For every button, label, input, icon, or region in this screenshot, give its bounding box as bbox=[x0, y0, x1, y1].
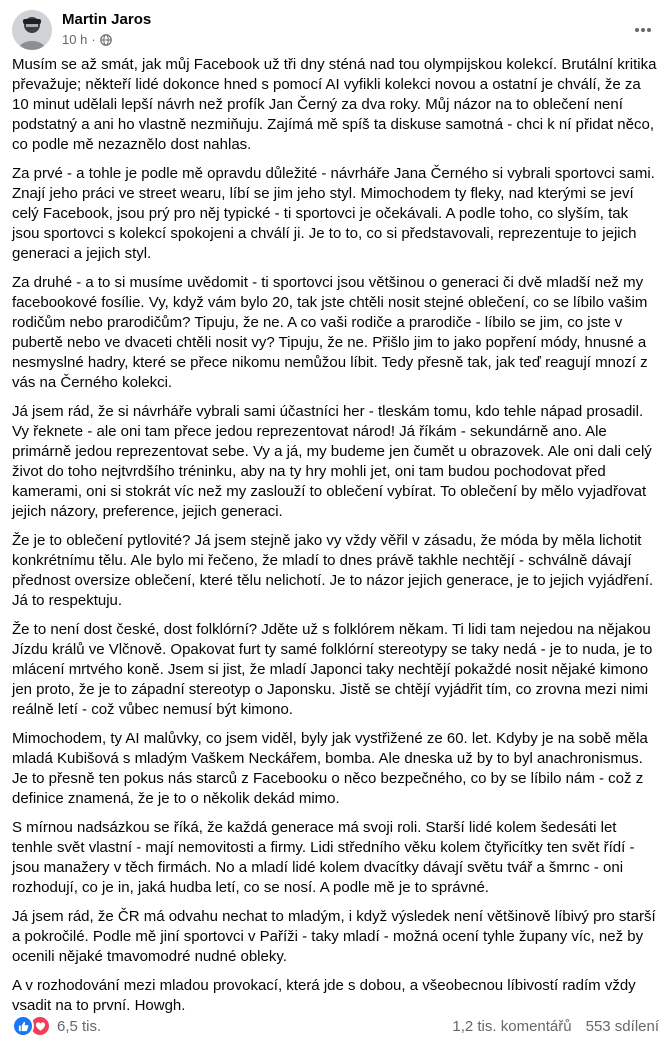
more-options-button[interactable] bbox=[627, 14, 659, 46]
reactions-summary[interactable] bbox=[12, 1015, 101, 1037]
post-meta bbox=[62, 32, 112, 47]
avatar-image bbox=[12, 10, 52, 50]
post-paragraph: Já jsem rád, že ČR má odvahu nechat to mladým, i když výsledek není většinově líbivý pro starší a pokročilé. Podle mě jiní sportovci v Paříži - taky mladí - možná ocení tyhle župany víc, než by ocenili nějaké tmavomodré nudné obleky. bbox=[12, 908, 656, 965]
post-text bbox=[12, 55, 657, 1025]
post-paragraph: S mírnou nadsázkou se říká, že každá generace má svoji roli. Starší lidé kolem šedesáti let tenhle svět vlastní - mají nemovitosti a firmy. Lidi středního věku kolem čtyřicítky ten svět řídí - jsou manažery v těch firmách. No a mladí lidé kolem dvacítky dávají světu tvář a šmrnc - oni rozhodují, co je in, jaká hudba letí, co se nosí. A podle mě je to správné. bbox=[12, 819, 635, 896]
like-icon bbox=[12, 1015, 34, 1037]
avatar[interactable] bbox=[12, 10, 52, 50]
author-name[interactable]: Martin Jaros bbox=[62, 11, 152, 28]
post-paragraph: A v rozhodování mezi mladou provokací, která jde s dobou, a všeobecnou líbivostí radím vždy vsadit na to první. Howgh. bbox=[12, 977, 636, 1014]
meta-separator: · bbox=[91, 32, 96, 47]
post-time[interactable]: 10 h bbox=[62, 32, 88, 47]
post-paragraph: Že to není dost české, dost folklórní? Jděte už s folklórem někam. Ti lidi tam nejedou na nějakou Jízdu králů ve Vlčnově. Opakovat furt ty samé folklórní stereotypy se taky nedá - je to nuda, je to mlácení mrtvého koně. Jsem si jist, že mladí Japonci taky nechtějí pokaždé nosit nějaké kimono jen proto, že je to západní stereotyp o Japonsku. Jistě se chtějí vyjádřit tím, co zrovna mezi nimi reálně letí - což vůbec nemusí být kimono. bbox=[12, 621, 653, 718]
globe-icon bbox=[100, 34, 112, 46]
post-paragraph: Za druhé - a to si musíme uvědomit - ti sportovci jsou většinou o generaci či dvě mladší než my facebookové fosílie. Vy, když vám bylo 20, tak jste chtěli nosit stejné oblečení, co se líbilo vašim rodičům nebo prarodičům? Tipuju, že ne. A co vaši rodiče a prarodiče - líbilo se jim, co jste v pubertě nebo ve dvaceti chtěli nosit vy? Tipuju, že ne. Přišlo jim to jako popření módy, hnusné a nesmyslné hadry, které se přece nikomu nemůžou líbit. Tedy přesně tak, jak teď reagují mnozí z vás na Černého kolekci. bbox=[12, 274, 648, 391]
post-header bbox=[12, 10, 659, 54]
post-paragraph: Já jsem rád, že si návrháře vybrali sami účastníci her - tleskám tomu, kdo tehle nápad prosadil. Vy řeknete - ale oni tam přece jedou reprezentovat národ! Já říkám - sekundárně ano. Ale primárně jedou reprezentovat sebe. Vy a já, my budeme jen čumět u obrazovek. Ale oni dali celý život do toho nejtvrdšího tréninku, aby na ty hry mohli jet, oni tam budou pochodovat před kamerami, oni si stokrát víc než my zaslouží to oblečení vybírat. To oblečení by mělo vyjadřovat jejich názory, preference, jejich generaci. bbox=[12, 403, 652, 520]
post-paragraph: Musím se až smát, jak můj Facebook už tři dny sténá nad tou olympijskou kolekcí. Brutální kritika převažuje; někteří lidé dokonce hned s pomocí AI vyfikli kolekci novou a ostatní je chválí, že za 10 minut udělali lepší návrh než profík Jan Černý za dva roky. Můj názor na to oblečení není podstatný a ani ho vlastně nezmiňuju. Zajímá mě spíš ta diskuse samotná - chci k ní přidat něco, co podle mě nezaznělo dost nahlas. bbox=[12, 56, 657, 153]
post-paragraph: Mimochodem, ty AI malůvky, co jsem viděl, byly jak vystřižené ze 60. let. Kdyby je na sobě měla mladá Kubišová s mladým Vaškem Neckářem, bomba. Ale dneska už by to byl anachronismus. Je to přesně ten pokus nás starců z Facebooku o něco bezpečného, co by se líbilo nám - což z definice znamená, že je to o několik dekád mimo. bbox=[12, 730, 648, 807]
post-stats bbox=[452, 1018, 659, 1035]
post-footer bbox=[12, 1015, 659, 1037]
reaction-icons bbox=[12, 1015, 51, 1037]
reaction-count: 6,5 tis. bbox=[57, 1017, 102, 1035]
shares-count-link[interactable]: 553 sdílení bbox=[585, 1017, 659, 1035]
post-paragraph: Že je to oblečení pytlovité? Já jsem stejně jako vy vždy věřil v zásadu, že móda by měla lichotit konkrétnímu tělu. Ale bylo mi řečeno, že mladí to dnes právě takhle nechtějí - schválně dávají přednost oversize oblečení, které tělu nelichotí. Je to názor jejich generace, je to jejich vyjádření. Já to respektuju. bbox=[12, 532, 654, 609]
post-paragraph: Za prvé - a tohle je podle mě opravdu důležité - návrháře Jana Černého si vybrali sportovci sami. Znají jeho práci ve street wearu, líbí se jim jeho styl. Mimochodem ty fleky, nad kterými se jeví celý Facebook, jsou prý pro něj typické - ti sportovci je očekávali. A podle toho, co slyším, tak jsou sportovci s kolekcí spokojeni a chválí ji. Je to to, co si představovali, reprezentuje to jejich generaci a jejich styl. bbox=[12, 165, 655, 262]
more-horizontal-icon bbox=[633, 20, 653, 40]
comments-count-link[interactable]: 1,2 tis. komentářů bbox=[452, 1017, 572, 1035]
